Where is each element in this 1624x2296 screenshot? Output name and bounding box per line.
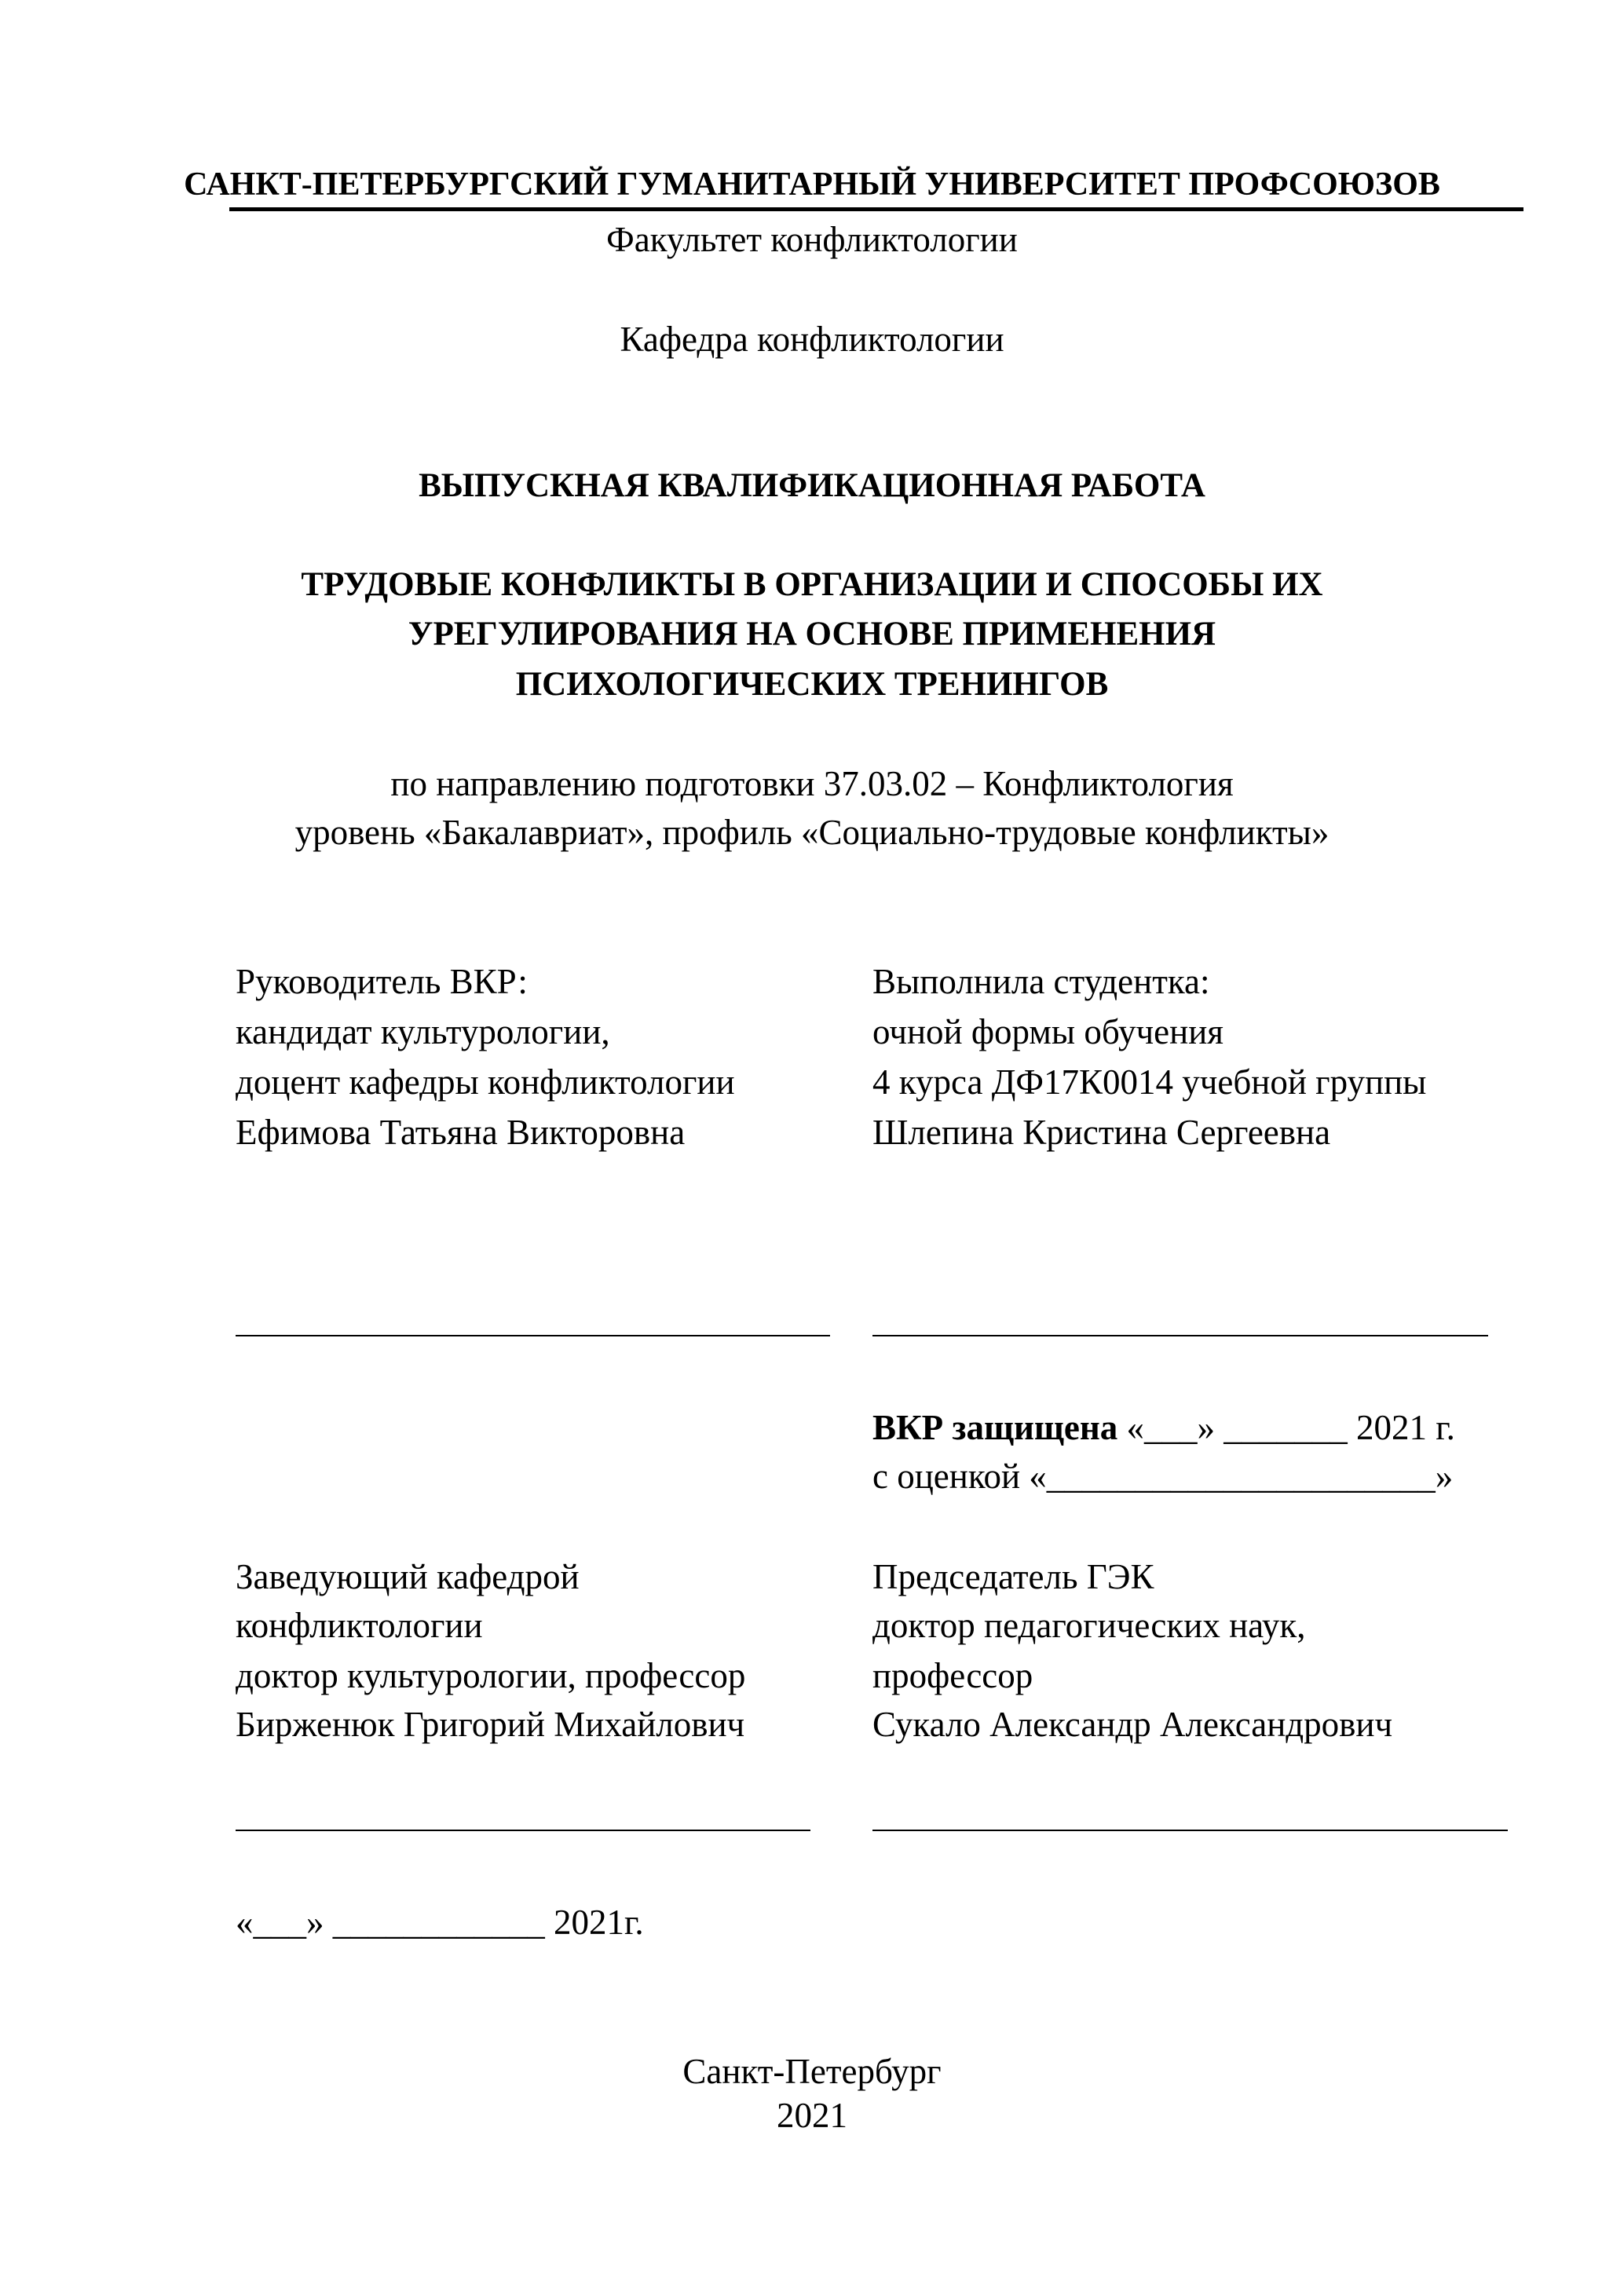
university-name: САНКТ-ПЕТЕРБУРГСКИЙ ГУМАНИТАРНЫЙ УНИВЕРСИТЕТ ПРОФСОЮЗОВ <box>184 166 1440 203</box>
work-type: ВЫПУСКНАЯ КВАЛИФИКАЦИОННАЯ РАБОТА <box>419 467 1205 504</box>
defense-date-blank: «___» _______ 2021 г. <box>1117 1408 1455 1447</box>
faculty-name: Факультет конфликтологии <box>606 220 1018 259</box>
student-label: Выполнила студентка: <box>872 962 1210 1001</box>
supervisor-signature-line <box>236 1335 830 1336</box>
chairman-degree: доктор педагогических наук, <box>872 1606 1306 1645</box>
head-name: Бирженюк Григорий Михайлович <box>236 1705 745 1744</box>
profile-line: уровень «Бакалавриат», профиль «Социально-трудовые конфликты» <box>294 813 1330 852</box>
chairman-signature-line <box>872 1830 1508 1831</box>
student-study-form: очной формы обучения <box>872 1012 1223 1051</box>
student-signature-line <box>872 1335 1488 1336</box>
year: 2021 <box>777 2096 847 2135</box>
direction-line: по направлению подготовки 37.03.02 – Конфликтология <box>390 764 1234 803</box>
title-line: ПСИХОЛОГИЧЕСКИХ ТРЕНИНГОВ <box>515 666 1109 703</box>
chairman-title: профессор <box>872 1656 1033 1695</box>
supervisor-label: Руководитель ВКР: <box>236 962 528 1001</box>
defense-date <box>872 1406 1455 1450</box>
supervisor-position: доцент кафедры конфликтологии <box>236 1062 735 1102</box>
department-name: Кафедра конфликтологии <box>620 320 1004 359</box>
date-line: «___» ____________ 2021г. <box>236 1903 644 1942</box>
head-degree: доктор культурологии, профессор <box>236 1656 746 1695</box>
supervisor-name: Ефимова Татьяна Викторовна <box>236 1113 686 1152</box>
student-group: 4 курса ДФ17К0014 учебной группы <box>872 1062 1427 1102</box>
chairman-label: Председатель ГЭК <box>872 1557 1154 1596</box>
head-label: Заведующий кафедрой <box>236 1557 580 1596</box>
head-signature-line <box>236 1830 810 1831</box>
chairman-name: Сукало Александр Александрович <box>872 1705 1393 1744</box>
head-department: конфликтологии <box>236 1606 483 1645</box>
supervisor-degree: кандидат культурологии, <box>236 1012 610 1051</box>
defense-label: ВКР защищена <box>872 1408 1118 1447</box>
student-name: Шлепина Кристина Сергеевна <box>872 1113 1331 1152</box>
title-line: ТРУДОВЫЕ КОНФЛИКТЫ В ОРГАНИЗАЦИИ И СПОСОБЫ ИХ <box>301 566 1323 603</box>
title-line: УРЕГУЛИРОВАНИЯ НА ОСНОВЕ ПРИМЕНЕНИЯ <box>408 616 1216 653</box>
header-rule <box>229 207 1523 211</box>
defense-grade: с оценкой «______________________» <box>872 1457 1454 1496</box>
city: Санкт-Петербург <box>682 2052 942 2091</box>
